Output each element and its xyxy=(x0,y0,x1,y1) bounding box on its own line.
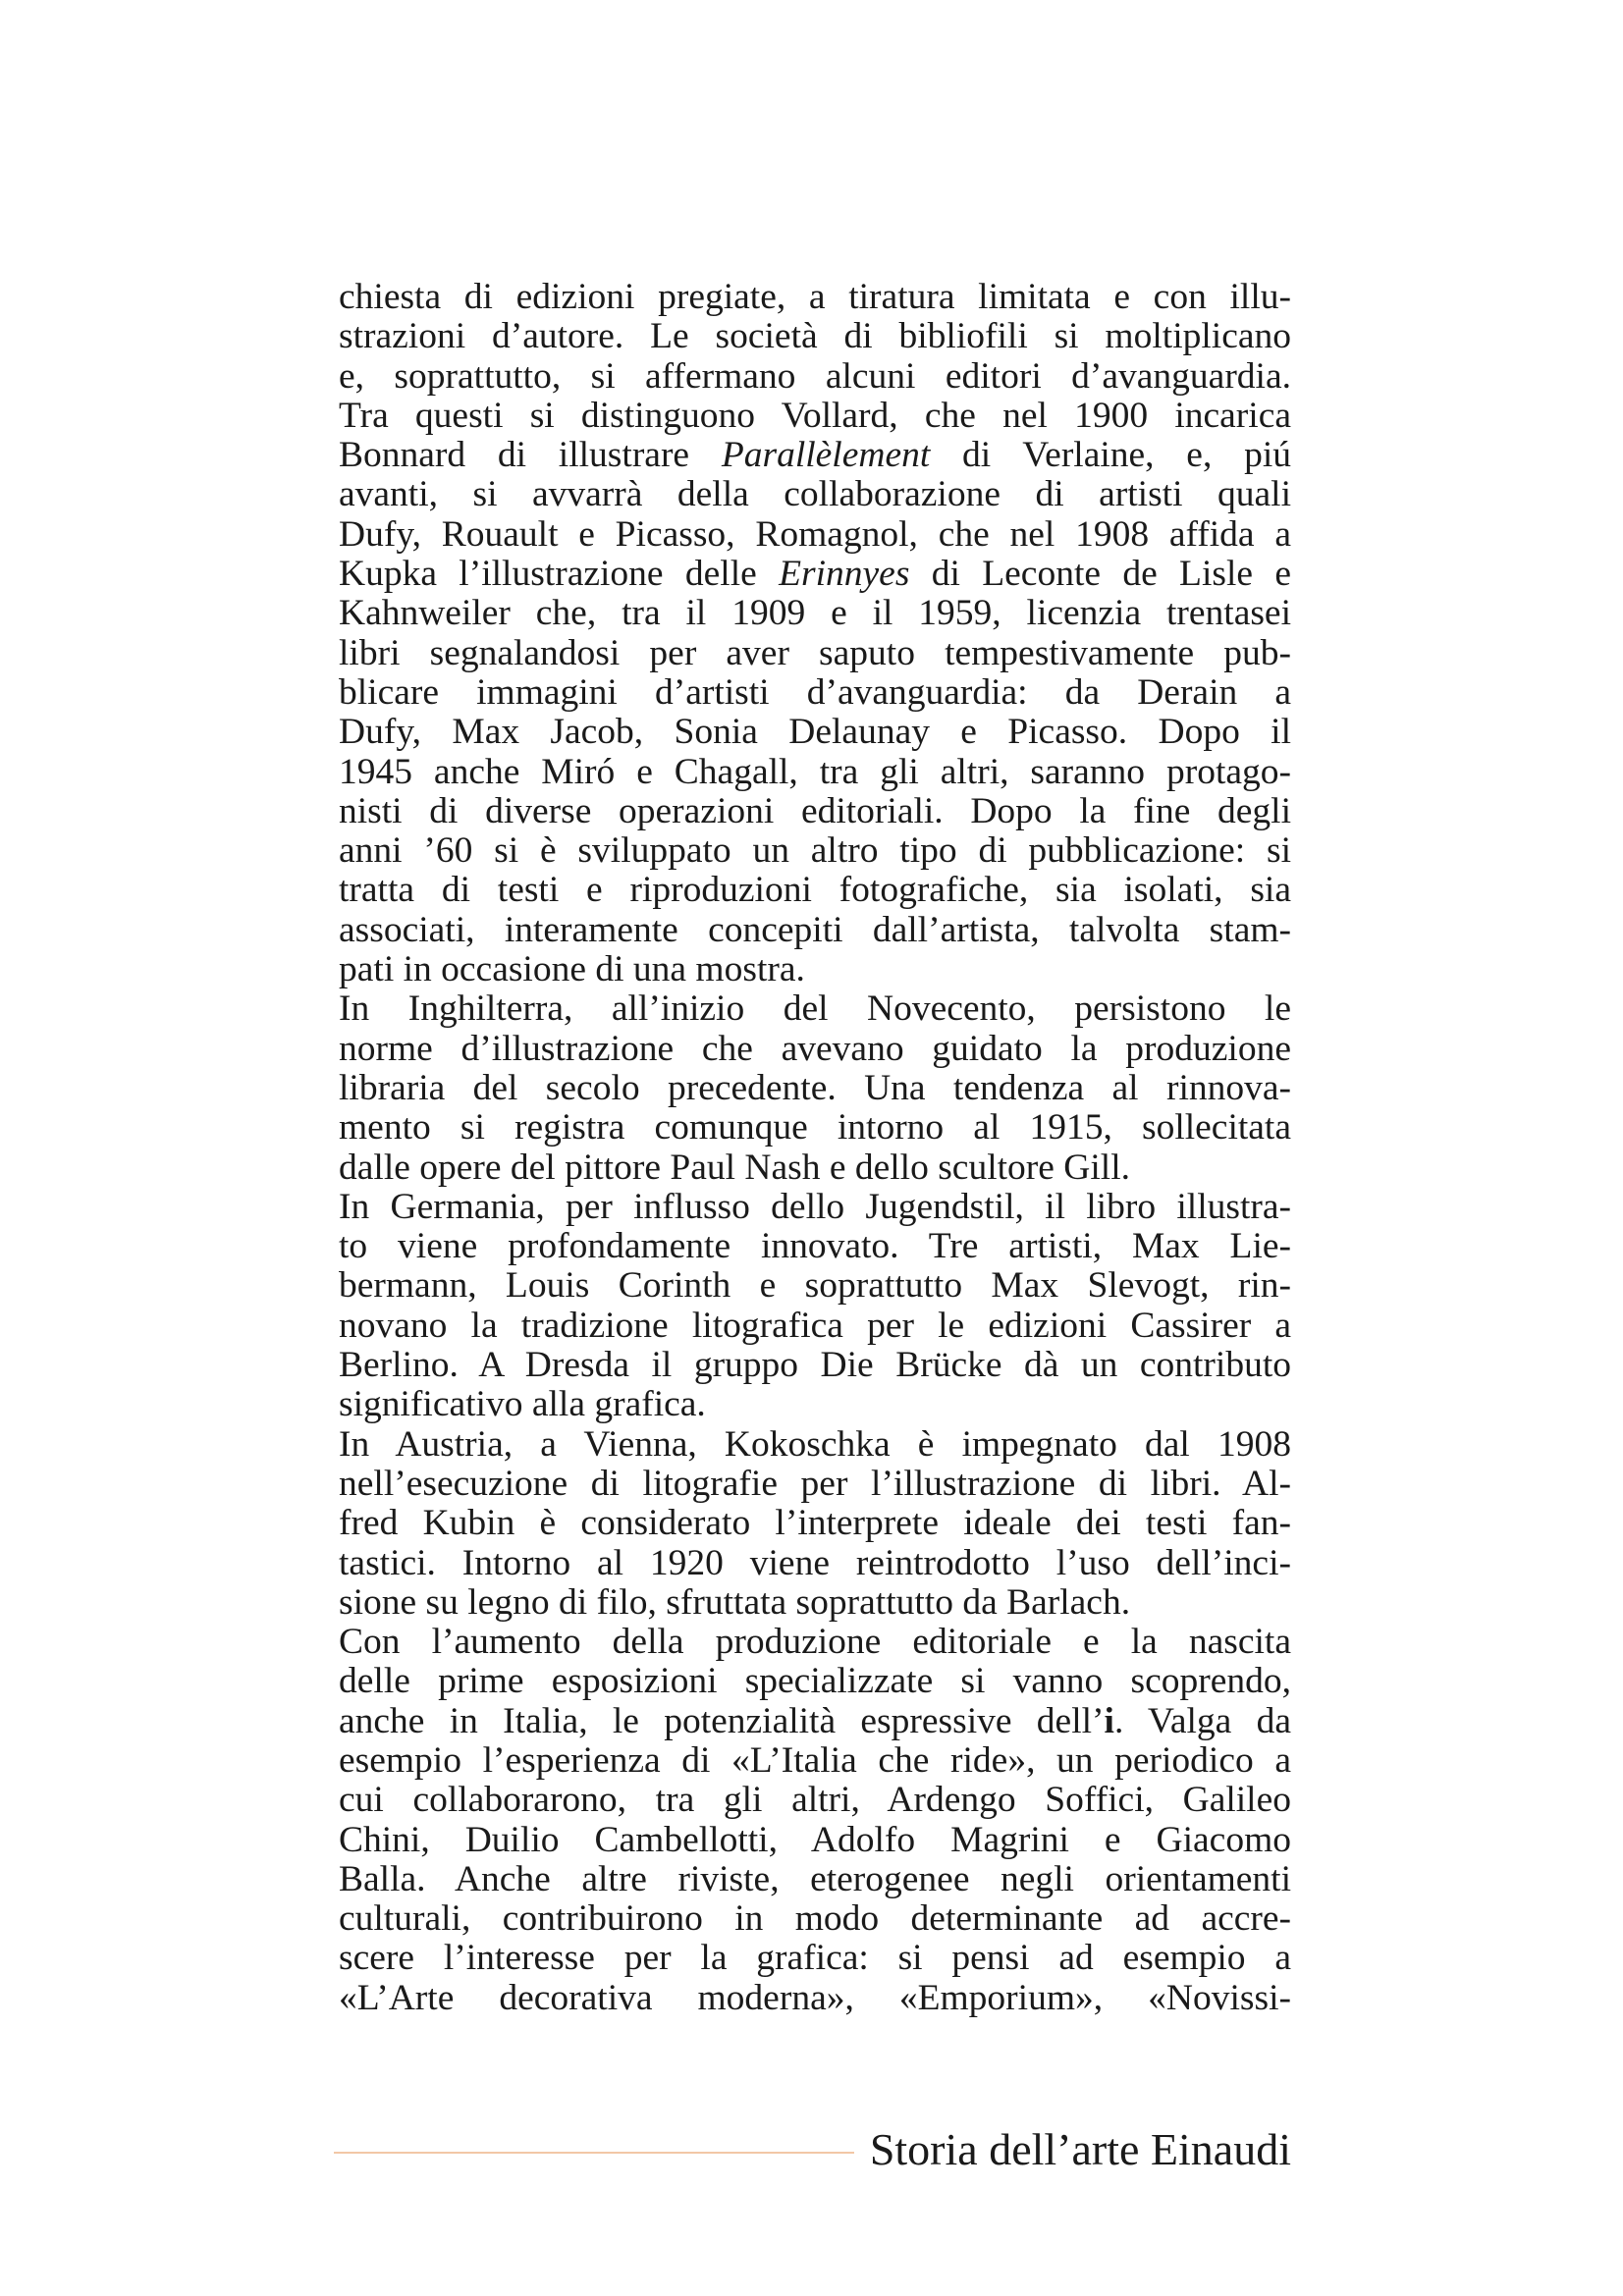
text-line: Bonnard di illustrare Parallèlement di Verlaine, e, piú xyxy=(339,435,1291,476)
text-line: cui collaborarono, tra gli altri, Ardengo Soffici, Galileo xyxy=(339,1780,1291,1821)
text-line: sione su legno di filo, sfruttata soprattutto da Barlach. xyxy=(339,1581,1131,1623)
text-line: delle prime esposizioni specializzate si vanno scoprendo, xyxy=(339,1661,1291,1702)
text-line: nell’esecuzione di litografie per l’illustrazione di libri. Al- xyxy=(339,1463,1291,1504)
text-line: anche in Italia, le potenzialità espressive dell’i. Valga da xyxy=(339,1700,1291,1741)
text-line: e, soprattutto, si affermano alcuni editori d’avanguardia. xyxy=(339,355,1291,397)
body-text xyxy=(339,278,1291,2018)
text-line: tastici. Intorno al 1920 viene reintrodotto l’uso dell’inci- xyxy=(339,1542,1291,1583)
text-line: In Austria, a Vienna, Kokoschka è impegnato dal 1908 xyxy=(339,1423,1291,1465)
book-title: Parallèlement xyxy=(721,435,931,476)
text-line: significativo alla grafica. xyxy=(339,1384,706,1425)
text-line: Tra questi si distinguono Vollard, che nel 1900 incarica xyxy=(339,395,1291,436)
paragraph xyxy=(339,1425,1291,1623)
text-line: strazioni d’autore. Le società di bibliofili si moltiplicano xyxy=(339,316,1291,357)
text-line: pati in occasione di una mostra. xyxy=(339,949,805,990)
text-line: In Inghilterra, all’inizio del Novecento, persistono le xyxy=(339,988,1291,1030)
text-line: Con l’aumento della produzione editoriale e la nascita xyxy=(339,1622,1291,1663)
text-line: 1945 anche Miró e Chagall, tra gli altri, saranno protago- xyxy=(339,751,1291,792)
text-line: fred Kubin è considerato l’interprete ideale dei testi fan- xyxy=(339,1503,1291,1544)
text-line: Dufy, Max Jacob, Sonia Delaunay e Picasso. Dopo il xyxy=(339,712,1291,753)
text-line: norme d’illustrazione che avevano guidato la produzione xyxy=(339,1028,1291,1069)
text-line: associati, interamente concepiti dall’artista, talvolta stam- xyxy=(339,909,1291,950)
text-line: anni ’60 si è sviluppato un altro tipo di pubblicazione: si xyxy=(339,830,1291,872)
text-line: blicare immagini d’artisti d’avanguardia: da Derain a xyxy=(339,671,1291,713)
text-line: culturali, contribuirono in modo determinante ad accre- xyxy=(339,1898,1291,1940)
book-title: Erinnyes xyxy=(779,554,910,595)
text-line: esempio l’esperienza di «L’Italia che ride», un periodico a xyxy=(339,1739,1291,1781)
text-line: In Germania, per influsso dello Jugendstil, il libro illustra- xyxy=(339,1186,1291,1227)
paragraph xyxy=(339,1623,1291,2018)
text-line: libraria del secolo precedente. Una tendenza al rinnova- xyxy=(339,1067,1291,1108)
bold-term: i xyxy=(1104,1700,1114,1741)
text-line: libri segnalandosi per aver saputo tempestivamente pub- xyxy=(339,632,1291,673)
text-line: dalle opere del pittore Paul Nash e dello scultore Gill. xyxy=(339,1147,1131,1188)
text-line: bermann, Louis Corinth e soprattutto Max Slevogt, rin- xyxy=(339,1265,1291,1307)
text-line: Berlino. A Dresda il gruppo Die Brücke dà un contributo xyxy=(339,1345,1291,1386)
footer-rule xyxy=(334,2152,854,2154)
paragraph xyxy=(339,1188,1291,1425)
paragraph xyxy=(339,989,1291,1187)
text-line: nisti di diverse operazioni editoriali. Dopo la fine degli xyxy=(339,790,1291,831)
page-footer xyxy=(334,2120,1291,2179)
paragraph xyxy=(339,278,1291,989)
text-line: Kupka l’illustrazione delle Erinnyes di Leconte de Lisle e xyxy=(339,554,1291,595)
text-line: Kahnweiler che, tra il 1909 e il 1959, licenzia trentasei xyxy=(339,593,1291,634)
text-line: chiesta di edizioni pregiate, a tiratura limitata e con illu- xyxy=(339,277,1291,317)
text-line: avanti, si avvarrà della collaborazione di artisti quali xyxy=(339,474,1291,515)
text-line: novano la tradizione litografica per le edizioni Cassirer a xyxy=(339,1305,1291,1346)
text-line: Dufy, Rouault e Picasso, Romagnol, che nel 1908 affida a xyxy=(339,513,1291,555)
text-line: to viene profondamente innovato. Tre artisti, Max Lie- xyxy=(339,1226,1291,1267)
text-line: Chini, Duilio Cambellotti, Adolfo Magrini e Giacomo xyxy=(339,1819,1291,1860)
text-line: mento si registra comunque intorno al 1915, sollecitata xyxy=(339,1107,1291,1148)
text-line: scere l’interesse per la grafica: si pensi ad esempio a xyxy=(339,1938,1291,1979)
text-line: «L’Arte decorativa moderna», «Emporium», «Novissi- xyxy=(339,1977,1291,2018)
footer-title: Storia dell’arte Einaudi xyxy=(869,2124,1291,2174)
text-line: Balla. Anche altre riviste, eterogenee negli orientamenti xyxy=(339,1858,1291,1899)
text-line: tratta di testi e riproduzioni fotografiche, sia isolati, sia xyxy=(339,870,1291,911)
